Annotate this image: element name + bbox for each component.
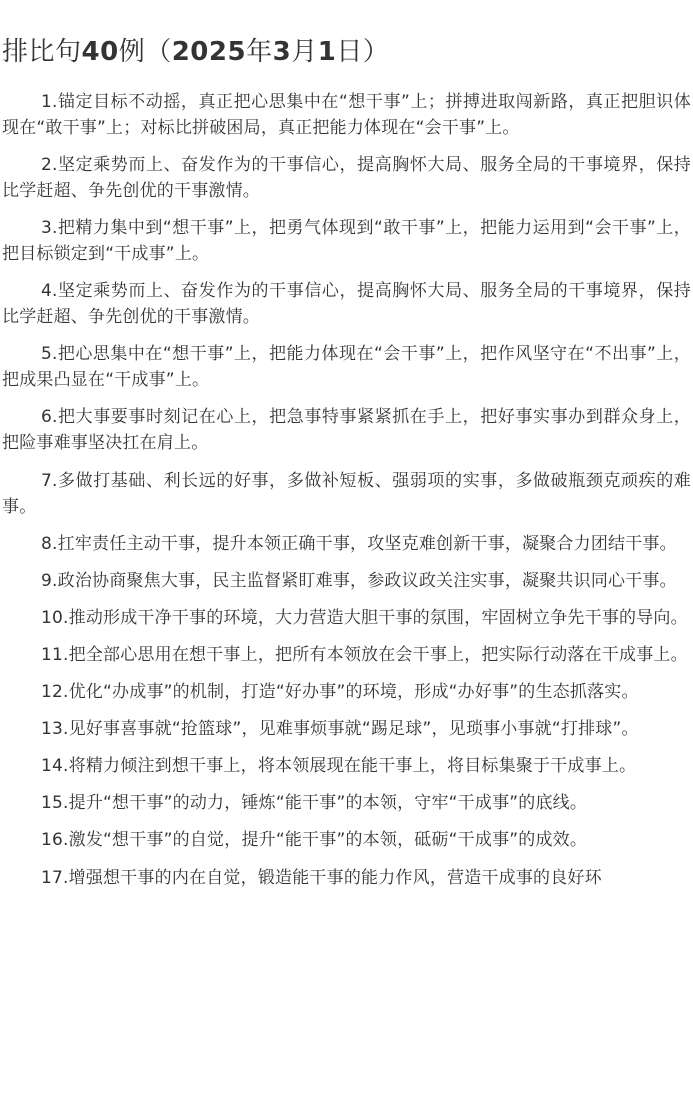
list-item: 1.锚定目标不动摇，真正把心思集中在“想干事”上；拼搏进取闯新路，真正把胆识体现在“敢干事”上；对标比拼破困局，真正把能力体现在“会干事”上。 (2, 92, 691, 138)
page-title (0, 34, 389, 70)
title-month-unit: 月 (291, 37, 318, 67)
list-item: 6.把大事要事时刻记在心上，把急事特事紧紧抓在手上，把好事实事办到群众身上，把险事难事坚决扛在肩上。 (2, 407, 691, 454)
list-item: 2.坚定乘势而上、奋发作为的干事信心，提高胸怀大局、服务全局的干事境界，保持比学赶超、争先创优的干事激情。 (2, 155, 691, 202)
list-item: 11.把全部心思用在想干事上，把所有本领放在会干事上，把实际行动落在干成事上。 (41, 644, 688, 665)
sentence-list (0, 89, 693, 902)
list-item: 8.扛牢责任主动干事，提升本领正确干事，攻坚克难创新干事，凝聚合力团结干事。 (41, 533, 677, 554)
title-day-unit: 日） (336, 37, 390, 67)
title-year: 2025 (171, 37, 247, 67)
list-item: 4.坚定乘势而上、奋发作为的干事信心，提高胸怀大局、服务全局的干事境界，保持比学赶超、争先创优的干事激情。 (2, 281, 691, 328)
list-item: 5.把心思集中在“想干事”上，把能力体现在“会干事”上，把作风坚守在“不出事”上，把成果凸显在“干成事”上。 (2, 344, 691, 391)
list-item: 10.推动形成干净干事的环境，大力营造大胆干事的氛围，牢固树立争先干事的导向。 (41, 607, 688, 628)
title-month: 3 (272, 37, 292, 67)
title-day: 1 (317, 37, 337, 67)
list-item: 13.见好事喜事就“抢篮球”，见难事烦事就“踢足球”，见琐事小事就“打排球”。 (41, 719, 639, 740)
list-item: 7.多做打基础、利长远的好事，多做补短板、强弱项的实事，多做破瓶颈克顽疾的难事。 (2, 470, 691, 517)
list-item: 16.激发“想干事”的自觉，提升“能干事”的本领，砥砺“干成事”的成效。 (41, 830, 588, 851)
list-item: 17.增强想干事的内在自觉，锻造能干事的能力作风，营造干成事的良好环 (41, 867, 602, 888)
list-item: 14.将精力倾注到想干事上，将本领展现在能干事上，将目标集聚于干成事上。 (41, 756, 637, 777)
list-item: 12.优化“办成事”的机制，打造“好办事”的环境，形成“办好事”的生态抓落实。 (41, 682, 639, 703)
title-year-unit: 年 (246, 37, 273, 67)
list-item: 9.政治协商聚焦大事，民主监督紧盯难事，参政议政关注实事，凝聚共识同心干事。 (41, 570, 677, 591)
title-mid: 例（ (118, 37, 172, 67)
title-count: 40 (81, 37, 119, 67)
list-item: 15.提升“想干事”的动力，锤炼“能干事”的本领，守牢“干成事”的底线。 (41, 793, 588, 814)
list-item: 3.把精力集中到“想干事”上，把勇气体现到“敢干事”上，把能力运用到“会干事”上，把目标锁定到“干成事”上。 (2, 218, 691, 265)
title-prefix: 排比句 (2, 37, 82, 67)
